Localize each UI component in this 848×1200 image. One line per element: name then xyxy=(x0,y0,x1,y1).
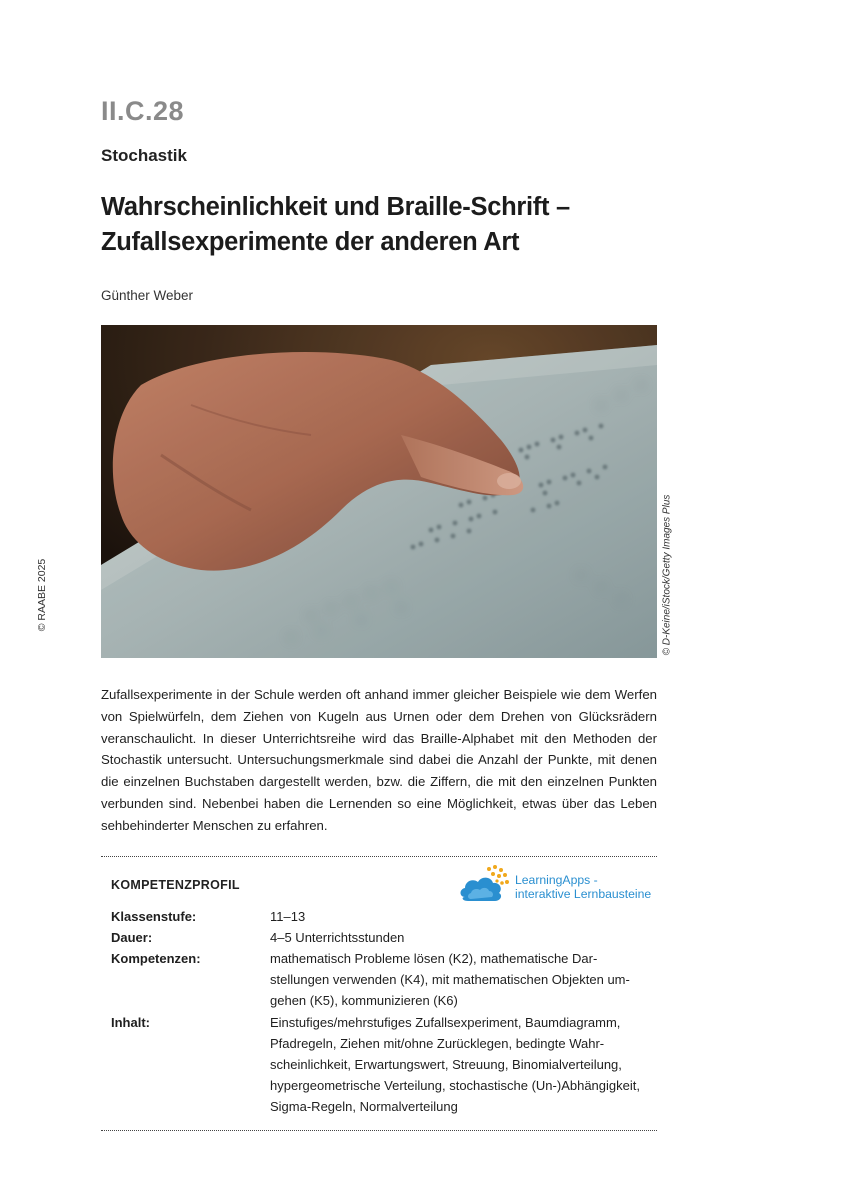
value-line: 11–13 xyxy=(270,909,306,924)
row-label: Kompetenzen: xyxy=(111,951,201,966)
value-line: mathematisch Probleme lösen (K2), mathematische Dar- xyxy=(270,951,598,966)
logo-line: LearningApps - xyxy=(515,873,598,887)
value-line: gehen (K5), kommunizieren (K6) xyxy=(270,993,458,1008)
side-copyright: © RAABE 2025 xyxy=(36,558,48,632)
author-name: Günther Weber xyxy=(101,288,194,303)
kompetenzprofil-heading: KOMPETENZPROFIL xyxy=(111,878,240,892)
row-label: Inhalt: xyxy=(111,1015,150,1030)
row-value xyxy=(270,906,655,927)
row-value xyxy=(270,1012,655,1117)
cloud-icon xyxy=(459,863,515,907)
row-value xyxy=(270,948,655,1011)
learningapps-text xyxy=(515,873,651,901)
learningapps-logo xyxy=(459,863,659,907)
value-line: hypergeometrische Verteilung, stochastische (Un-)Abhängigkeit, xyxy=(270,1078,640,1093)
title-line: Wahrscheinlichkeit und Braille-Schrift – xyxy=(101,193,570,221)
braille-reading-photo xyxy=(101,325,657,658)
title-line: Zufallsexperimente der anderen Art xyxy=(101,228,520,256)
value-line: scheinlichkeit, Erwartungswert, Streuung, Binomialverteilung, xyxy=(270,1057,622,1072)
document-code: II.C.28 xyxy=(101,96,185,126)
value-line: 4–5 Unterrichtsstunden xyxy=(270,930,405,945)
row-label: Klassenstufe: xyxy=(111,909,197,924)
value-line: Einstufiges/mehrstufiges Zufallsexperiment, Baumdiagramm, xyxy=(270,1015,621,1030)
row-value xyxy=(270,927,655,948)
value-line: Pfadregeln, Ziehen mit/ohne Zurücklegen, bedingte Wahr- xyxy=(270,1036,605,1051)
bottom-divider xyxy=(101,1130,657,1131)
value-line: Sigma-Regeln, Normalverteilung xyxy=(270,1099,458,1114)
subject-heading: Stochastik xyxy=(101,146,187,165)
row-label: Dauer: xyxy=(111,930,153,945)
photo-credit: © D-Keine/iStock/Getty Images Plus xyxy=(661,494,673,656)
value-line: stellungen verwenden (K4), mit mathematischen Objekten um- xyxy=(270,972,630,987)
top-divider xyxy=(101,856,657,857)
intro-paragraph: Zufallsexperimente in der Schule werden oft anhand immer gleicher Beispiele wie dem Werfen von Spielwürfeln, dem Ziehen von Kugeln aus Urnen oder dem Drehen von Glücksrädern veranschaulicht. In dieser Unterrichtsreihe wird das Braille-Alphabet mit den Methoden der Stochastik untersucht. Untersuchungsmerkmale sind dabei die Anzahl der Punkte, mit denen die einzelnen Buchstaben dargestellt werden, bzw. die Ziffern, die mit den einzelnen Punkten verbunden sind. Nebenbei haben die Lernenden so eine Möglichkeit, etwas über das Leben sehbehinderter Menschen zu erfahren. xyxy=(101,687,657,833)
logo-line: interaktive Lernbausteine xyxy=(515,887,652,901)
document-title xyxy=(101,190,661,260)
photo-illustration xyxy=(101,325,657,658)
